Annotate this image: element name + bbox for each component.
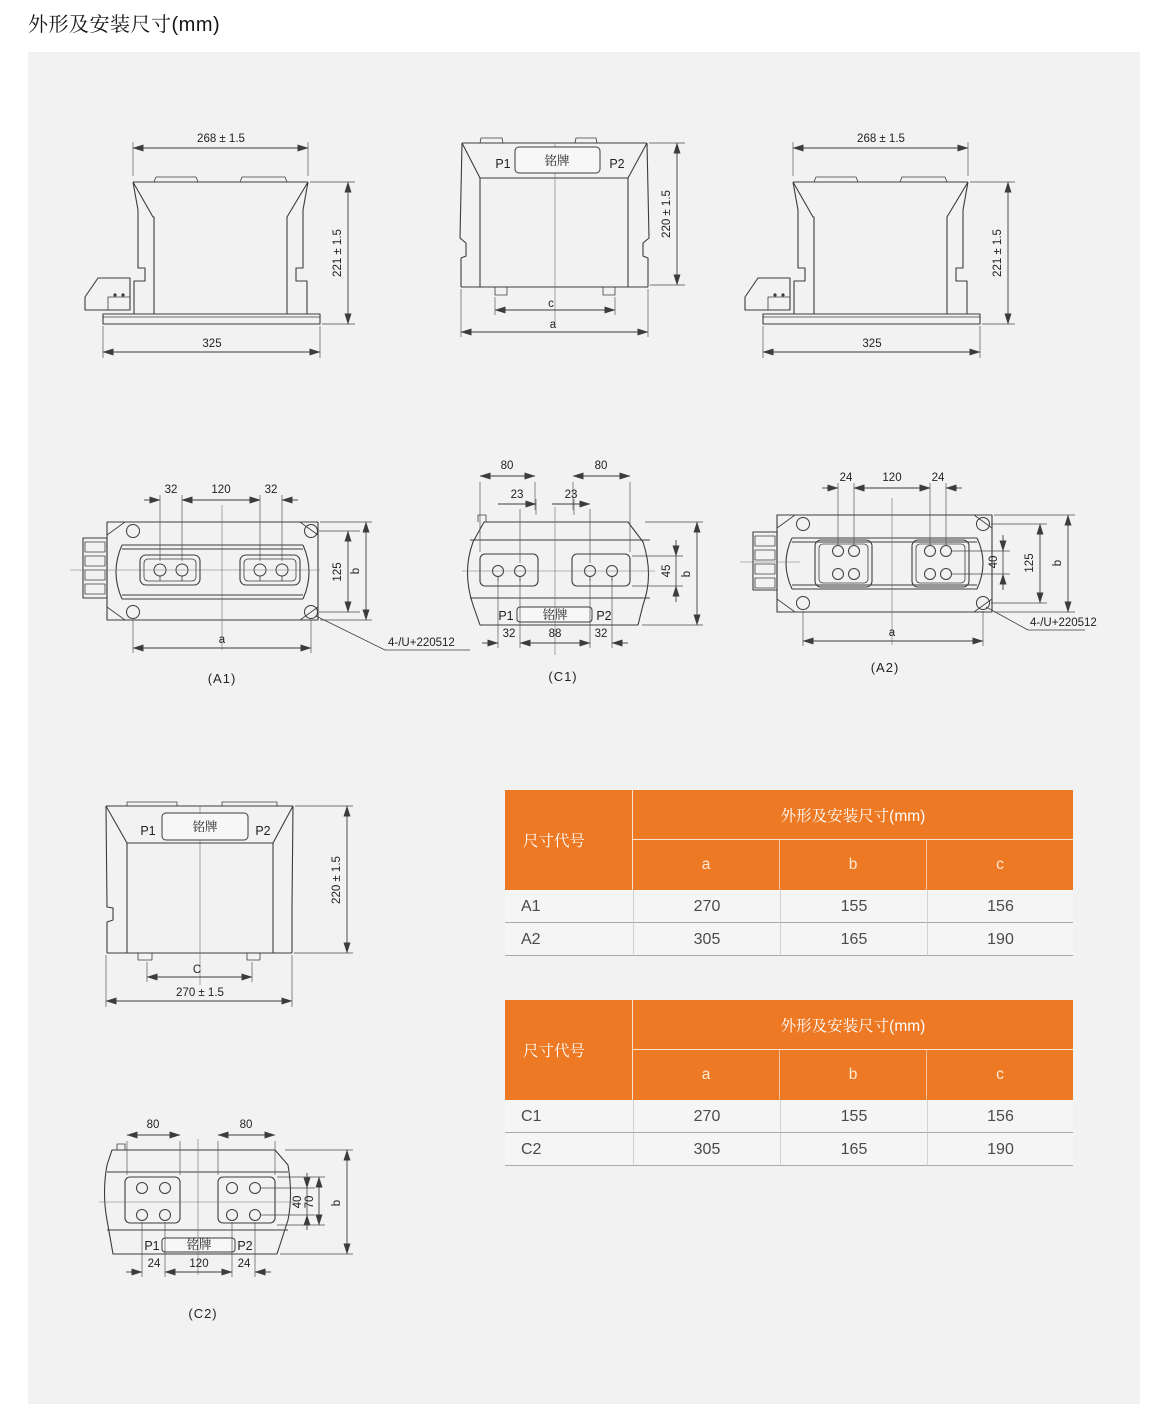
drawing-front-view-1	[85, 118, 405, 373]
dim-text: 80	[146, 1119, 160, 1131]
p2-label: P2	[255, 824, 271, 838]
p1-label: P1	[498, 609, 514, 623]
table-col-a: a	[633, 840, 780, 890]
dim-text: 125	[1024, 553, 1036, 573]
table-code-header: 尺寸代号	[505, 790, 633, 890]
drawing-front-view-nameplate	[445, 118, 705, 358]
dim-text: b	[350, 567, 362, 575]
dim-text: 80	[594, 460, 608, 472]
dim-text: C	[192, 964, 202, 976]
table-span-header: 外形及安装尺寸(mm)	[633, 790, 1073, 840]
dim-text: 88	[548, 628, 562, 640]
p2-label: P2	[596, 609, 612, 623]
dim-text: 40	[292, 1195, 304, 1209]
dim-text: 24	[839, 472, 853, 484]
dim-text: 32	[502, 628, 516, 640]
dim-text: 23	[510, 489, 524, 501]
nameplate-label: 铭牌	[186, 1238, 212, 1252]
dim-text: 270 ± 1.5	[176, 987, 224, 999]
dim-text: 325	[862, 338, 882, 350]
dim-text: b	[1052, 559, 1064, 567]
dim-text: 40	[988, 555, 1000, 569]
drawing-top-view-c1	[440, 455, 740, 700]
drawing-top-view-c2	[75, 1115, 395, 1345]
dim-text: 24	[237, 1258, 251, 1270]
dim-text: 32	[264, 484, 278, 496]
p2-label: P2	[609, 157, 625, 171]
dim-text: 80	[239, 1119, 253, 1131]
p1-label: P1	[495, 157, 511, 171]
dim-text: 268 ± 1.5	[197, 133, 245, 145]
dim-text: 45	[661, 564, 673, 578]
dim-text: 120	[189, 1258, 209, 1270]
table-cell-code: A2	[505, 923, 633, 956]
drawing-caption: (A1)	[207, 671, 237, 686]
table-cell-code: A1	[505, 890, 633, 923]
nameplate-label: 铭牌	[192, 820, 218, 834]
table-col-a: a	[633, 1050, 780, 1100]
dim-text: 23	[564, 489, 578, 501]
table-cell-code: C1	[505, 1100, 633, 1133]
dim-text: 221 ± 1.5	[332, 229, 344, 277]
dimension-table-a	[505, 790, 1073, 956]
dim-text: 325	[202, 338, 222, 350]
dim-text: 120	[211, 484, 231, 496]
nameplate-label: 铭牌	[542, 608, 568, 622]
dim-text: 268 ± 1.5	[857, 133, 905, 145]
drawing-caption: (C1)	[548, 669, 578, 684]
dim-text: 220 ± 1.5	[661, 190, 673, 238]
table-col-b: b	[780, 840, 927, 890]
callout-text: 4-/U+220512	[1030, 617, 1097, 629]
dim-text: 24	[931, 472, 945, 484]
dim-text: 220 ± 1.5	[331, 856, 343, 904]
table-cell-c: 190	[927, 923, 1073, 956]
dim-text: 70	[304, 1195, 316, 1209]
p1-label: P1	[140, 824, 156, 838]
table-col-c: c	[927, 840, 1073, 890]
drawing-caption: (C2)	[188, 1306, 218, 1321]
dim-text: a	[888, 627, 896, 639]
dim-text: 32	[164, 484, 178, 496]
table-cell-b: 155	[780, 1100, 927, 1133]
dim-text: b	[681, 570, 693, 578]
table-cell-c: 190	[927, 1133, 1073, 1166]
table-cell-b: 165	[780, 923, 927, 956]
table-cell-a: 305	[633, 1133, 780, 1166]
table-cell-a: 270	[633, 1100, 780, 1133]
dimension-table-c	[505, 1000, 1073, 1166]
dim-text: a	[218, 634, 226, 646]
table-col-b: b	[780, 1050, 927, 1100]
table-cell-a: 270	[633, 890, 780, 923]
dim-text: b	[331, 1199, 343, 1207]
dim-text: 80	[500, 460, 514, 472]
drawing-caption: (A2)	[870, 660, 900, 675]
table-cell-c: 156	[927, 890, 1073, 923]
table-cell-code: C2	[505, 1133, 633, 1166]
page-title: 外形及安装尺寸(mm)	[28, 14, 221, 36]
dim-text: a	[549, 319, 557, 331]
drawing-front-view-270	[70, 785, 390, 1020]
table-cell-b: 155	[780, 890, 927, 923]
table-span-header: 外形及安装尺寸(mm)	[633, 1000, 1073, 1050]
table-cell-a: 305	[633, 923, 780, 956]
drawing-top-view-a2	[740, 450, 1097, 690]
callout-text: 4-/U+220512	[388, 637, 455, 649]
dim-text: 125	[332, 562, 344, 582]
dim-text: 32	[594, 628, 608, 640]
nameplate-label: 铭牌	[544, 154, 570, 168]
p2-label: P2	[237, 1239, 253, 1253]
dim-text: 221 ± 1.5	[992, 229, 1004, 277]
table-cell-b: 165	[780, 1133, 927, 1166]
table-code-header: 尺寸代号	[505, 1000, 633, 1100]
table-cell-c: 156	[927, 1100, 1073, 1133]
dim-text: c	[548, 298, 554, 310]
dim-text: 120	[882, 472, 902, 484]
dim-text: 24	[147, 1258, 161, 1270]
drawing-top-view-a1	[70, 455, 490, 695]
table-col-c: c	[927, 1050, 1073, 1100]
p1-label: P1	[144, 1239, 160, 1253]
drawing-front-view-2	[745, 118, 1065, 373]
